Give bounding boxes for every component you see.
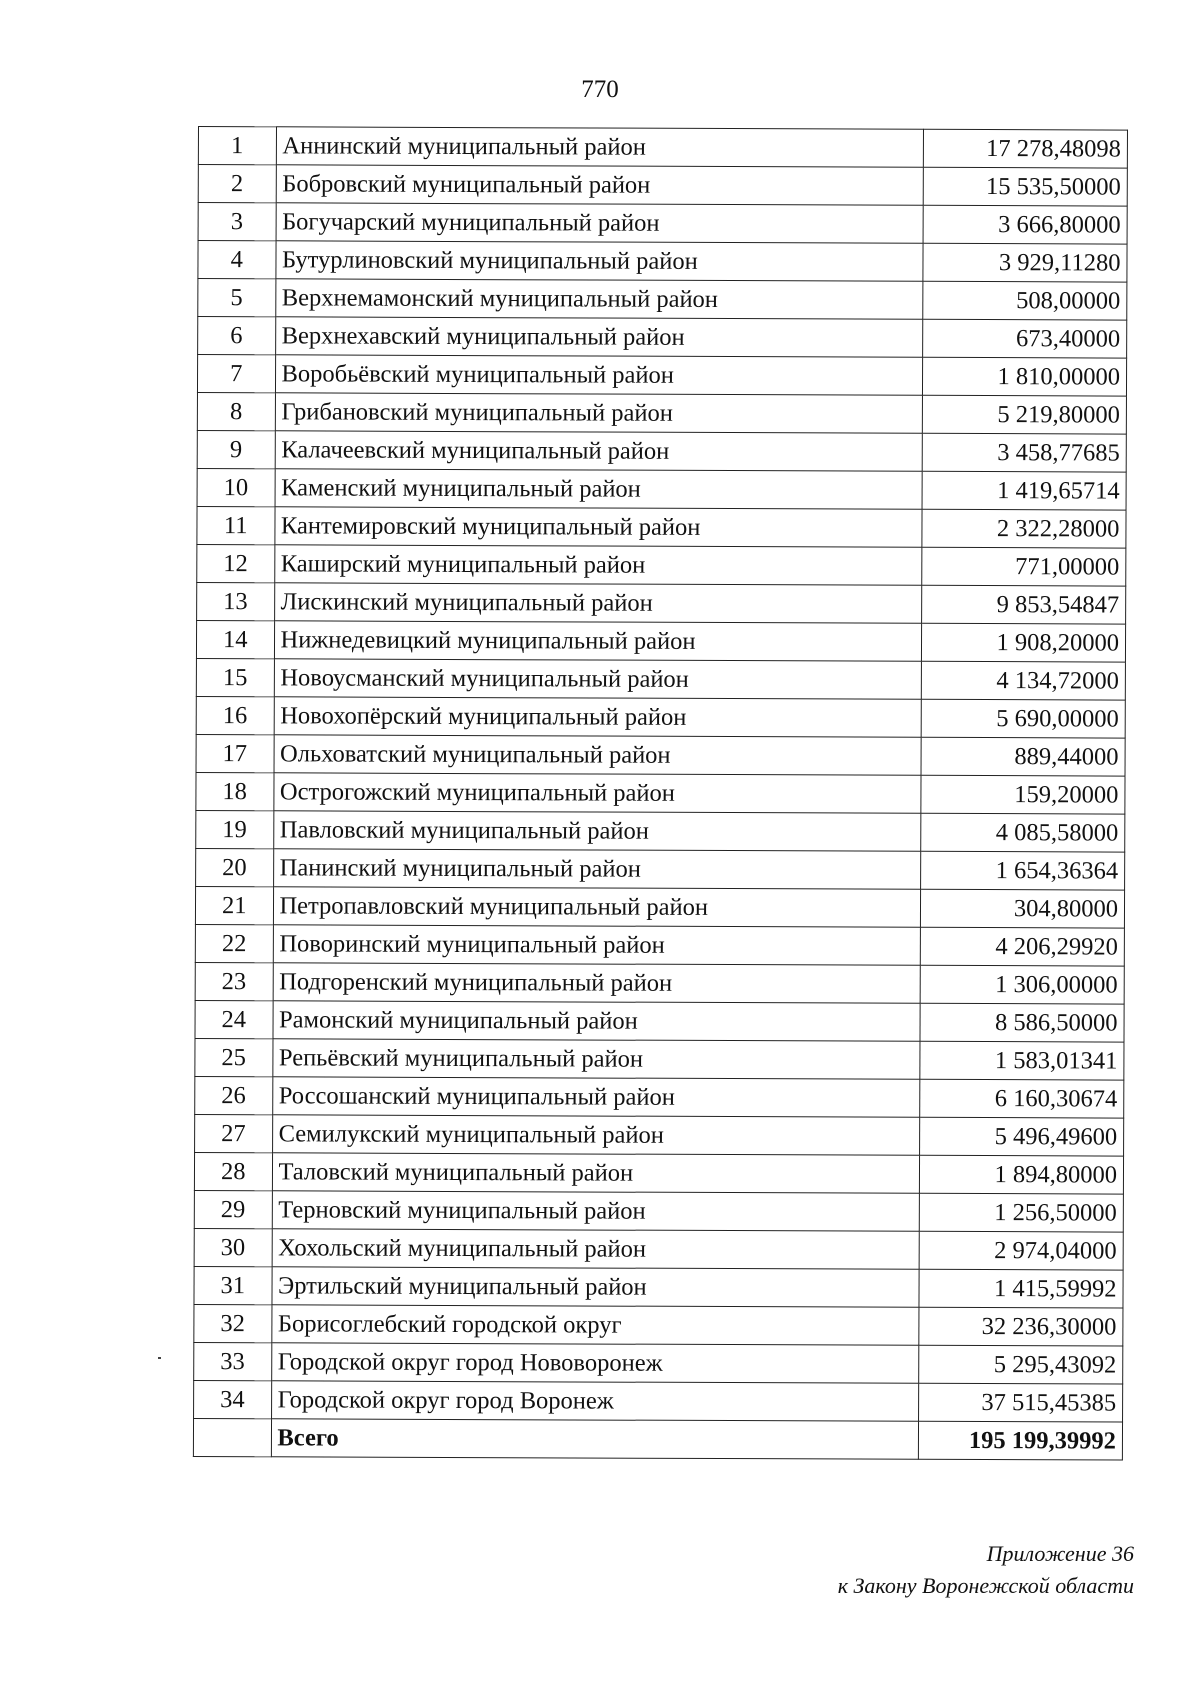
region-name: Подгоренский муниципальный район <box>273 963 920 1003</box>
amount-value: 15 535,50000 <box>923 167 1127 206</box>
region-name: Бутурлиновский муниципальный район <box>275 241 922 281</box>
row-number: 27 <box>195 1114 273 1152</box>
row-number: 20 <box>196 848 274 886</box>
page-number: 770 <box>581 76 619 103</box>
region-name: Калачеевский муниципальный район <box>275 431 922 471</box>
region-name: Терновский муниципальный район <box>272 1191 919 1231</box>
row-number: 3 <box>198 203 276 241</box>
region-name: Павловский муниципальный район <box>273 811 920 851</box>
region-name: Эртильский муниципальный район <box>271 1267 918 1307</box>
table-row <box>196 734 1125 776</box>
region-name: Верхнемамонский муниципальный район <box>275 279 922 319</box>
table-row <box>198 203 1127 245</box>
amount-value: 5 690,00000 <box>921 699 1125 738</box>
amount-value: 673,40000 <box>922 319 1126 358</box>
table-body <box>193 127 1127 1461</box>
total-amount: 195 199,39992 <box>918 1421 1122 1460</box>
amount-value: 3 929,11280 <box>923 243 1127 282</box>
row-number: 8 <box>197 392 275 430</box>
row-number: 16 <box>196 696 274 734</box>
amount-value: 5 295,43092 <box>918 1345 1122 1384</box>
row-number: 18 <box>196 772 274 810</box>
row-number: 6 <box>198 317 276 355</box>
region-name: Каширский муниципальный район <box>274 545 921 585</box>
region-name: Петропавловский муниципальный район <box>273 887 920 927</box>
amount-value: 1 256,50000 <box>919 1193 1123 1232</box>
region-name: Каменский муниципальный район <box>275 469 922 509</box>
table-row <box>196 772 1125 814</box>
row-number: 19 <box>196 810 274 848</box>
amount-value: 4 085,58000 <box>920 813 1124 852</box>
table-row <box>194 1152 1123 1194</box>
amount-value: 304,80000 <box>920 889 1124 928</box>
amount-value: 771,00000 <box>921 547 1125 586</box>
amount-value: 1 306,00000 <box>920 965 1124 1004</box>
total-label: Всего <box>271 1419 918 1459</box>
row-number: 10 <box>197 468 275 506</box>
region-name: Острогожский муниципальный район <box>273 773 920 813</box>
region-name: Лискинский муниципальный район <box>274 583 921 623</box>
amount-value: 159,20000 <box>921 775 1125 814</box>
table-row <box>195 1038 1124 1080</box>
region-name: Нижнедевицкий муниципальный район <box>274 621 921 661</box>
total-row <box>193 1418 1122 1460</box>
region-name: Таловский муниципальный район <box>272 1153 919 1193</box>
row-number: 1 <box>198 127 276 165</box>
row-number: 4 <box>198 241 276 279</box>
row-number: 2 <box>198 165 276 203</box>
amount-value: 889,44000 <box>921 737 1125 776</box>
amount-value: 508,00000 <box>922 281 1126 320</box>
total-number <box>193 1418 271 1456</box>
region-name: Борисоглебский городской округ <box>271 1305 918 1345</box>
amount-value: 1 583,01341 <box>920 1041 1124 1080</box>
row-number: 28 <box>194 1152 272 1190</box>
region-name: Городской округ город Нововоронеж <box>271 1343 918 1383</box>
row-number: 17 <box>196 734 274 772</box>
region-name: Грибановский муниципальный район <box>275 393 922 433</box>
region-name: Поворинский муниципальный район <box>273 925 920 965</box>
table-row <box>194 1266 1123 1308</box>
table-row <box>197 544 1126 586</box>
row-number: 15 <box>196 658 274 696</box>
row-number: 31 <box>194 1266 272 1304</box>
table-row <box>194 1380 1123 1422</box>
row-number: 26 <box>195 1076 273 1114</box>
amount-value: 3 666,80000 <box>923 205 1127 244</box>
table-row <box>197 506 1126 548</box>
region-name: Панинский муниципальный район <box>273 849 920 889</box>
amount-value: 2 974,04000 <box>919 1231 1123 1270</box>
region-name: Ольховатский муниципальный район <box>274 735 921 775</box>
amount-value: 1 654,36364 <box>920 851 1124 890</box>
table-row <box>196 620 1125 662</box>
region-name: Бобровский муниципальный район <box>276 165 923 205</box>
table-row <box>197 582 1126 624</box>
region-name: Новоусманский муниципальный район <box>274 659 921 699</box>
amount-value: 1 810,00000 <box>922 357 1126 396</box>
amount-value: 1 908,20000 <box>921 623 1125 662</box>
table-row <box>197 468 1126 510</box>
appendix-subtitle: к Закону Воронежской области <box>837 1573 1134 1598</box>
row-number: 21 <box>195 886 273 924</box>
row-number: 23 <box>195 962 273 1000</box>
amount-value: 9 853,54847 <box>921 585 1125 624</box>
region-name: Хохольский муниципальный район <box>272 1229 919 1269</box>
table-row <box>198 127 1127 169</box>
row-number: 34 <box>194 1380 272 1418</box>
amount-value: 1 894,80000 <box>919 1155 1123 1194</box>
table-row <box>195 924 1124 966</box>
table-row <box>196 810 1125 852</box>
amount-value: 17 278,48098 <box>923 129 1127 168</box>
table-row <box>194 1190 1123 1232</box>
appendix-title: Приложение 36 <box>986 1541 1134 1566</box>
region-name: Богучарский муниципальный район <box>276 203 923 243</box>
row-number: 14 <box>196 620 274 658</box>
row-number: 25 <box>195 1038 273 1076</box>
table-row <box>195 886 1124 928</box>
row-number: 11 <box>197 506 275 544</box>
region-name: Кантемировский муниципальный район <box>274 507 921 547</box>
region-name: Россошанский муниципальный район <box>272 1077 919 1117</box>
region-name: Верхнехавский муниципальный район <box>275 317 922 357</box>
row-number: 33 <box>194 1342 272 1380</box>
amount-value: 4 206,29920 <box>920 927 1124 966</box>
table-row <box>198 279 1127 321</box>
amount-value: 6 160,30674 <box>919 1079 1123 1118</box>
row-number: 12 <box>197 544 275 582</box>
table-row <box>194 1342 1123 1384</box>
row-number: 32 <box>194 1304 272 1342</box>
row-number: 9 <box>197 430 275 468</box>
region-name: Воробьёвский муниципальный район <box>275 355 922 395</box>
table-row <box>195 1000 1124 1042</box>
table-row <box>194 1228 1123 1270</box>
region-name: Новохопёрский муниципальный район <box>274 697 921 737</box>
table-row <box>197 392 1126 434</box>
row-number: 13 <box>197 582 275 620</box>
table-row <box>197 430 1126 472</box>
amount-value: 1 419,65714 <box>922 471 1126 510</box>
region-name: Семилукский муниципальный район <box>272 1115 919 1155</box>
amount-value: 5 496,49600 <box>919 1117 1123 1156</box>
table-row <box>194 1304 1123 1346</box>
table-row <box>196 696 1125 738</box>
table-row <box>195 962 1124 1004</box>
amount-value: 1 415,59992 <box>919 1269 1123 1308</box>
row-number: 29 <box>194 1190 272 1228</box>
scan-speck <box>158 1357 161 1359</box>
table-row <box>197 355 1126 397</box>
amount-value: 8 586,50000 <box>920 1003 1124 1042</box>
table-row <box>198 241 1127 283</box>
appendix-note <box>838 1538 1134 1602</box>
amount-value: 5 219,80000 <box>922 395 1126 434</box>
amount-value: 32 236,30000 <box>918 1307 1122 1346</box>
row-number: 30 <box>194 1228 272 1266</box>
row-number: 7 <box>197 355 275 393</box>
region-name: Репьёвский муниципальный район <box>272 1039 919 1079</box>
allocation-table <box>193 126 1128 1461</box>
table-row <box>196 658 1125 700</box>
region-name: Городской округ город Воронеж <box>271 1381 918 1421</box>
amount-value: 3 458,77685 <box>922 433 1126 472</box>
amount-value: 4 134,72000 <box>921 661 1125 700</box>
row-number: 24 <box>195 1000 273 1038</box>
table-row <box>198 317 1127 359</box>
table-row <box>195 1076 1124 1118</box>
amount-value: 37 515,45385 <box>918 1383 1122 1422</box>
region-name: Рамонский муниципальный район <box>272 1001 919 1041</box>
region-name: Аннинский муниципальный район <box>276 127 923 167</box>
table-row <box>196 848 1125 890</box>
row-number: 22 <box>195 924 273 962</box>
amount-value: 2 322,28000 <box>922 509 1126 548</box>
table-row <box>198 165 1127 207</box>
table-row <box>195 1114 1124 1156</box>
row-number: 5 <box>198 279 276 317</box>
